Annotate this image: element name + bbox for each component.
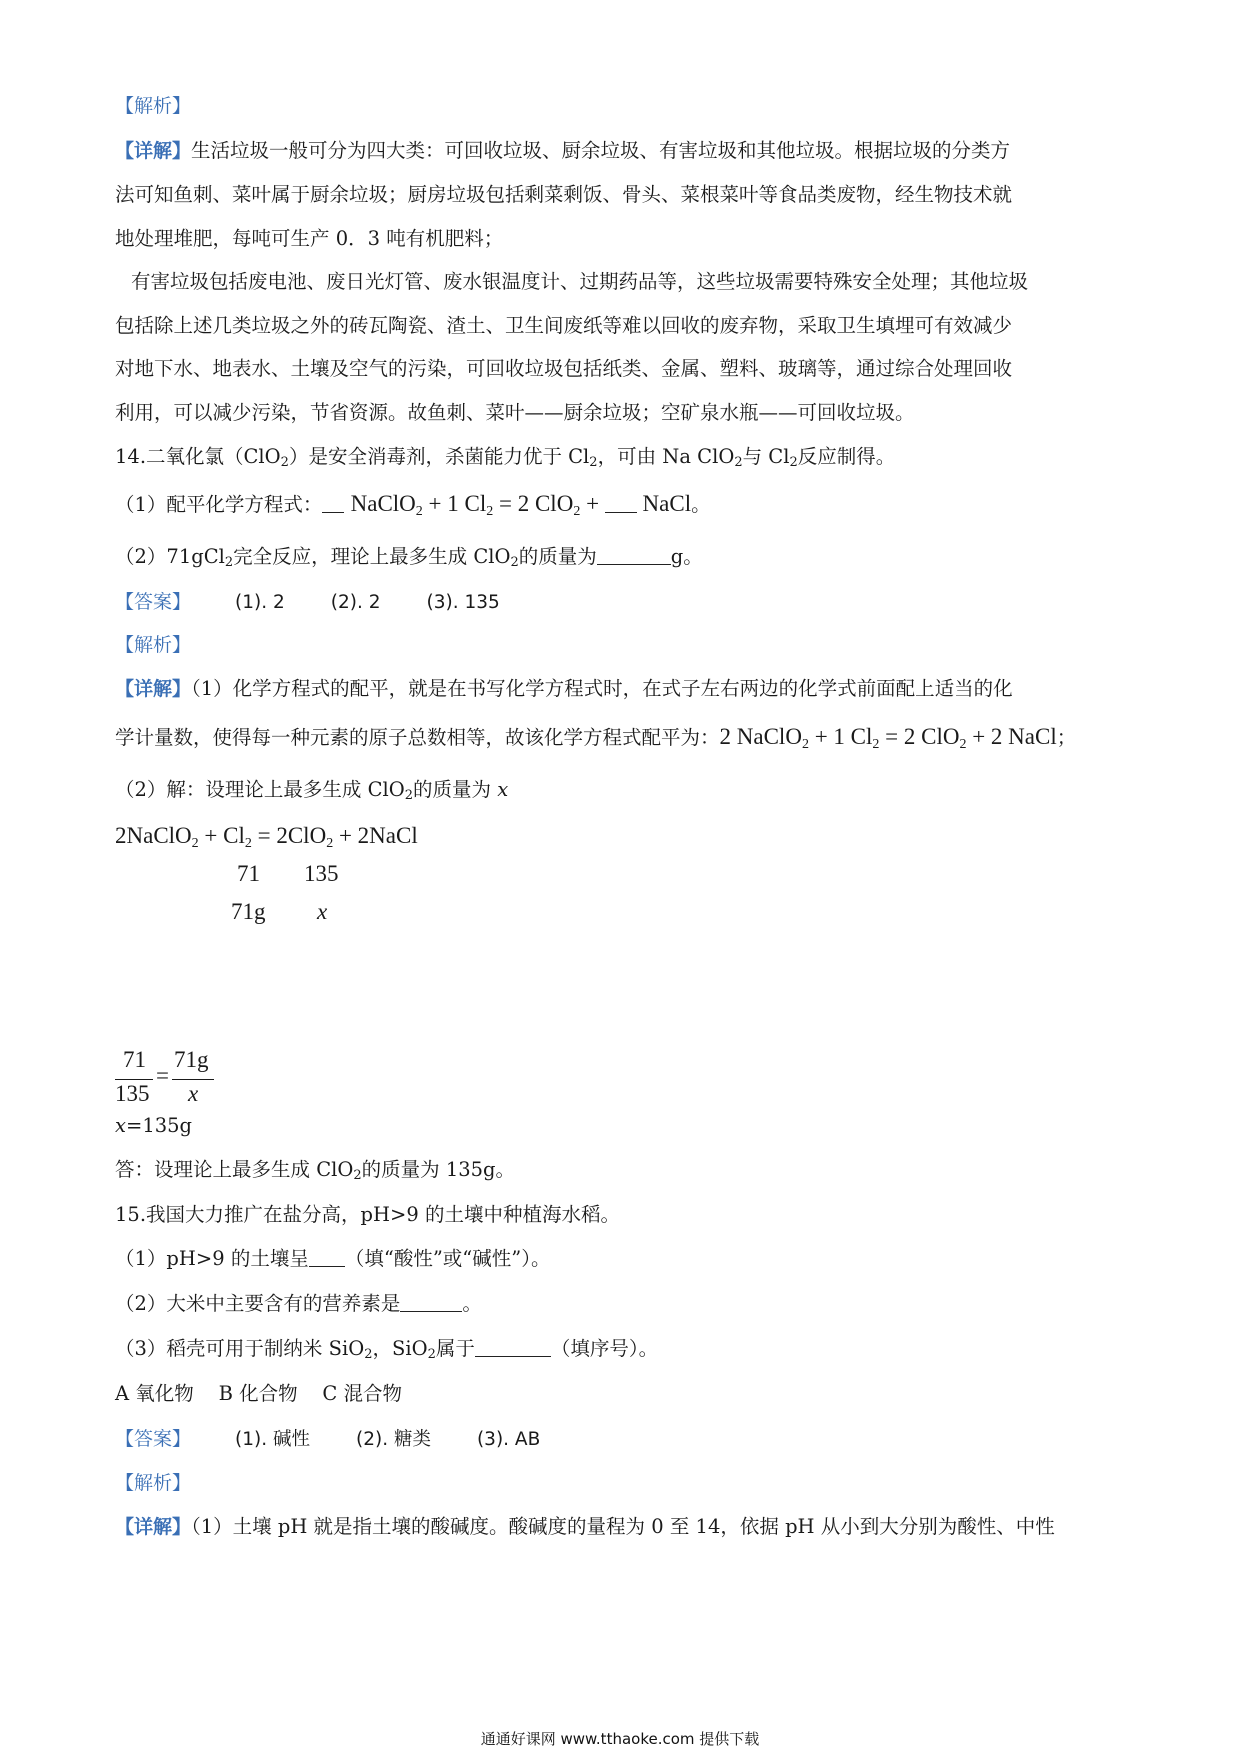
subscript: 2 [404,788,414,803]
text-span: ）是安全消毒剂，杀菌能力优于 Cl [288,445,590,468]
subscript: 2 [427,1347,436,1362]
text-span: NaClO [350,491,416,516]
text-span: + [580,491,605,516]
text-span: （2）71gCl [115,545,225,568]
analysis-tag: 【解析】 [115,95,192,117]
analysis-tag: 【解析】 [115,1472,192,1494]
text-span: 的质量为 [413,778,498,801]
fraction-bar [172,1079,214,1080]
subscript: 2 [589,455,598,470]
fraction-left-numerator: 71 [123,1047,146,1072]
detail-paragraph-line [115,137,1010,165]
equation [719,724,1057,752]
footer-source-credit: 通通好课网 www.tthaoke.com 提供下载 [480,1730,760,1748]
subscript: 2 [280,455,289,470]
variable-x: x [497,778,509,801]
subscript: 2 [872,737,880,752]
answer-item: (2). 糖类 [355,1429,431,1450]
detail-paragraph-line: 法可知鱼刺、菜叶属于厨余垃圾；厨房垃圾包括剩菜剩饭、骨头、菜根菜叶等食品类废物，经生物技术就 [115,183,1013,206]
text-span: = 2 ClO [493,491,574,516]
proportion-fraction [115,1045,225,1115]
text-span: NaCl [642,491,692,516]
text-span: （1）化学方程式的配平，就是在书写化学方程式时，在式子左右两边的化学式前面配上适当的化 [191,677,1013,700]
calc-row-mass-known: 71g [231,899,266,924]
subscript: 2 [224,555,234,570]
text-span: ，可由 Na ClO [597,445,735,468]
answer-tag: 【答案】 [115,591,192,613]
text-span: 属于 [435,1337,475,1360]
answer-blank[interactable] [309,1246,345,1267]
subscript: 2 [801,737,809,752]
text-span: （2）大米中主要含有的营养素是 [115,1292,401,1315]
text-span: 2NaClO [115,823,192,848]
text-span: + 2NaCl [333,823,418,848]
answer-row-14 [115,588,546,617]
text-span: 生活垃圾一般可分为四大类：可回收垃圾、厨余垃圾、有害垃圾和其他垃圾。根据垃圾的分类方 [191,139,1011,162]
text-span: g。 [670,545,703,568]
text-span: 2 NaClO [719,724,802,749]
text-span: = 2ClO [251,823,327,848]
solution-setup [115,776,508,804]
detail-paragraph-line [115,675,1013,703]
subscript: 2 [415,504,423,519]
detail-paragraph-line: 包括除上述几类垃圾之外的砖瓦陶瓷、渣土、卫生间废纸等难以回收的废弃物，采取卫生填埋可有效减少 [115,314,1013,337]
subscript: 2 [191,836,199,851]
subscript: 2 [326,836,334,851]
detail-paragraph-line: 利用，可以减少污染，节省资源。故鱼刺、菜叶——厨余垃圾；空矿泉水瓶——可回收垃圾。 [115,401,915,424]
question-15-stem: 15.我国大力推广在盐分高，pH>9 的土壤中种植海水稻。 [115,1203,620,1226]
calc-row-mass-ratio: 135 [304,861,339,886]
subscript: 2 [510,555,519,570]
answer-blank[interactable] [400,1291,462,1312]
analysis-tag: 【解析】 [115,634,192,656]
subscript: 2 [353,1168,362,1183]
text-span: =135g [126,1114,193,1137]
question-15-part-3 [115,1335,658,1363]
question-15-part-2 [115,1290,482,1318]
fraction-bar [115,1079,153,1080]
detail-tag: 【详解】 [115,678,192,700]
subscript: 2 [244,836,252,851]
text-span: （1）配平化学方程式： [115,493,323,516]
question-14-part-2 [115,543,703,571]
text-span: ，SiO [372,1337,428,1360]
text-span: + Cl [198,823,245,848]
subscript: 2 [364,1347,373,1362]
text-span: + 2 NaCl [966,724,1057,749]
detail-paragraph-line [115,1513,1055,1541]
answer-tag: 【答案】 [115,1428,192,1450]
text-span: + 1 Cl [422,491,487,516]
text-span: 与 Cl [742,445,790,468]
answer-blank[interactable] [322,492,344,513]
text-span: ； [1056,726,1077,749]
detail-paragraph-line: 地处理堆肥，每吨可生产 0．3 吨有机肥料； [115,227,504,250]
text-span: （3）稻壳可用于制纳米 SiO [115,1337,365,1360]
answer-item: (1). 2 [235,592,285,613]
calculation-equation [115,822,418,858]
text-span: （1）土壤 pH 就是指土壤的酸碱度。酸碱度的量程为 0 至 14，依据 pH 从小到大分别为酸性、中性 [191,1515,1055,1538]
answer-blank[interactable] [475,1336,551,1357]
final-answer-line [115,1156,515,1184]
calc-row-mass-unknown: x [317,899,328,924]
text-span: 反应制得。 [797,445,896,468]
subscript: 2 [959,737,967,752]
detail-paragraph-line: 有害垃圾包括废电池、废日光灯管、废水银温度计、过期药品等，这些垃圾需要特殊安全处理；其他垃圾 [131,270,1029,293]
text-span: 14.二氧化氯（ClO [115,445,281,468]
text-span: 完全反应，理论上最多生成 ClO [233,545,511,568]
detail-tag: 【详解】 [115,1516,192,1538]
subscript: 2 [573,504,581,519]
answer-item: (3). AB [476,1429,541,1450]
question-15-options: A 氧化物 B 化合物 C 混合物 [115,1382,403,1405]
text-span: 。 [462,1292,482,1315]
text-span: （填“酸性”或“碱性”）。 [344,1247,551,1270]
answer-item: (1). 碱性 [235,1429,310,1450]
answer-item: (2). 2 [330,592,381,613]
answer-item: (3). 135 [426,592,500,613]
answer-row-15 [115,1425,586,1454]
result-line [115,1112,192,1140]
subscript: 2 [734,455,743,470]
detail-paragraph-line: 对地下水、地表水、土壤及空气的污染，可回收垃圾包括纸类、金属、塑料、玻璃等，通过综合处理回收 [115,357,1013,380]
question-14-stem [115,443,895,471]
text-span: 学计量数，使得每一种元素的原子总数相等，故该化学方程式配平为： [115,726,720,749]
question-15-part-1 [115,1245,550,1273]
text-span: （1）pH>9 的土壤呈 [115,1247,309,1270]
text-span: 答：设理论上最多生成 ClO [115,1158,354,1181]
variable-x: x [115,1114,126,1137]
fraction-left-denominator: 135 [115,1081,150,1106]
detail-paragraph-line [115,723,1076,759]
answer-blank[interactable] [597,544,671,565]
calc-row-mass-ratio: 71 [237,861,260,886]
question-14-part-1 [115,490,711,526]
fraction-right-denominator: x [188,1081,199,1106]
equation [350,491,692,519]
subscript: 2 [486,504,494,519]
equals-sign: = [156,1063,169,1088]
answer-blank[interactable] [605,492,637,513]
text-span: 的质量为 [518,545,597,568]
text-span: 的质量为 135g。 [361,1158,516,1181]
text-span: 。 [691,493,711,516]
detail-tag: 【详解】 [115,140,192,162]
text-span: = 2 ClO [879,724,960,749]
fraction-right-numerator: 71g [174,1047,209,1072]
subscript: 2 [789,455,798,470]
text-span: （填序号）。 [550,1337,659,1360]
text-span: （2）解：设理论上最多生成 ClO [115,778,405,801]
text-span: + 1 Cl [808,724,873,749]
